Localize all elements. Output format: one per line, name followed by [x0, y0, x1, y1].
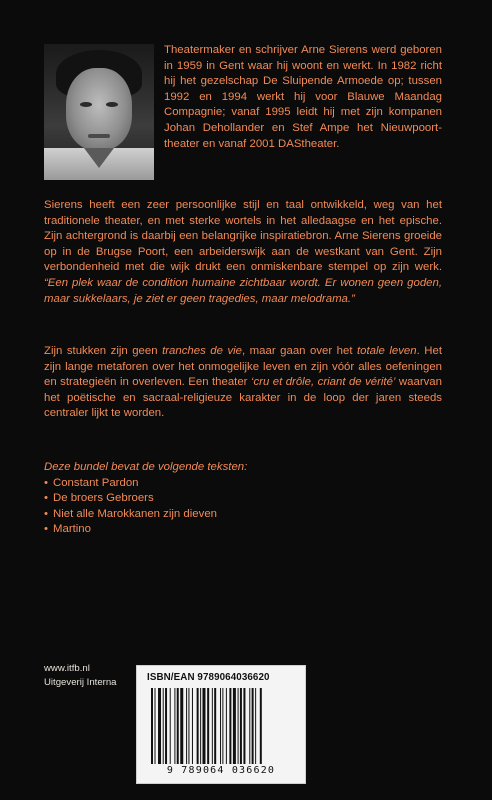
barcode-digits: 9 789064 036620 [166, 765, 276, 776]
barcode-icon [151, 688, 291, 768]
p3-text-2: , maar gaan over het [242, 345, 357, 357]
list-item: • Martino [44, 522, 442, 538]
p3-text-1: Zijn stukken zijn geen [44, 345, 163, 357]
p3-italic-2: totale leven [357, 345, 417, 357]
contents-intro: Deze bundel bevat de volgende teksten: [44, 461, 248, 473]
p3-italic-3: ‘cru et drôle, criant de vérité’ [250, 376, 396, 389]
bio-paragraph-2-text: Sierens heeft een zeer persoonlijke stijl en taal ontwikkeld, weg van het traditionele theater, en met sterke wortels in het alledaagse en het epische. Zijn achtergrond is daarbij een belangrijke inspiratiebron. Arne Sierens groeide op in de Brugse Poort, een arbeiderswijk aan de westkant van Gent. Zijn verbondenheid met die wijk drukt een onmiskenbare stempel op zijn werk. [44, 199, 442, 274]
author-quote: “Een plek waar de condition humaine zichtbaar wordt. Er wonen geen goden, maar sukkelaars, je ziet er geen tragedies, maar melodrama.” [44, 276, 442, 305]
author-photo [44, 44, 154, 180]
bio-paragraph-3 [44, 344, 442, 422]
p3-italic-1: tranches de vie [162, 345, 243, 357]
isbn-label: ISBN/EAN 9789064036620 [147, 672, 270, 683]
publisher-name: Uitgeverij Interna [44, 677, 117, 688]
barcode-label [136, 665, 306, 784]
list-item: • Niet alle Marokkanen zijn dieven [44, 507, 442, 523]
bio-paragraph-1: Theatermaker en schrijver Arne Sierens werd geboren in 1959 in Gent waar hij woont en werkt. In 1982 richt hij het gezelschap De Sluipende Armoede op; tussen 1992 en 1994 werkt hij voor Blauwe Maandag Compagnie; vanaf 1995 leidt hij met zijn kompanen Johan Dehollander en Stef Ampe het Nieuwpoort-theater en vanaf 2001 DAStheater. [164, 44, 442, 150]
list-item: • Constant Pardon [44, 476, 442, 492]
p3-text-3: . Het zijn lange metaforen over het onmogelijke leven en zijn vóór alles oefeningen en strategieën in overleven. Een theater [44, 345, 443, 389]
bio-paragraph-2 [44, 198, 442, 307]
list-item: • De broers Gebroers [44, 491, 442, 507]
p3-text-4: waarvan het poëtische en sacraal-religieuze karakter in de loop der jaren steeds centraler lijkt te worden. [44, 376, 442, 420]
publisher-footer [44, 662, 117, 690]
website-url[interactable]: www.itfb.nl [44, 663, 90, 674]
contents-list [44, 460, 442, 538]
